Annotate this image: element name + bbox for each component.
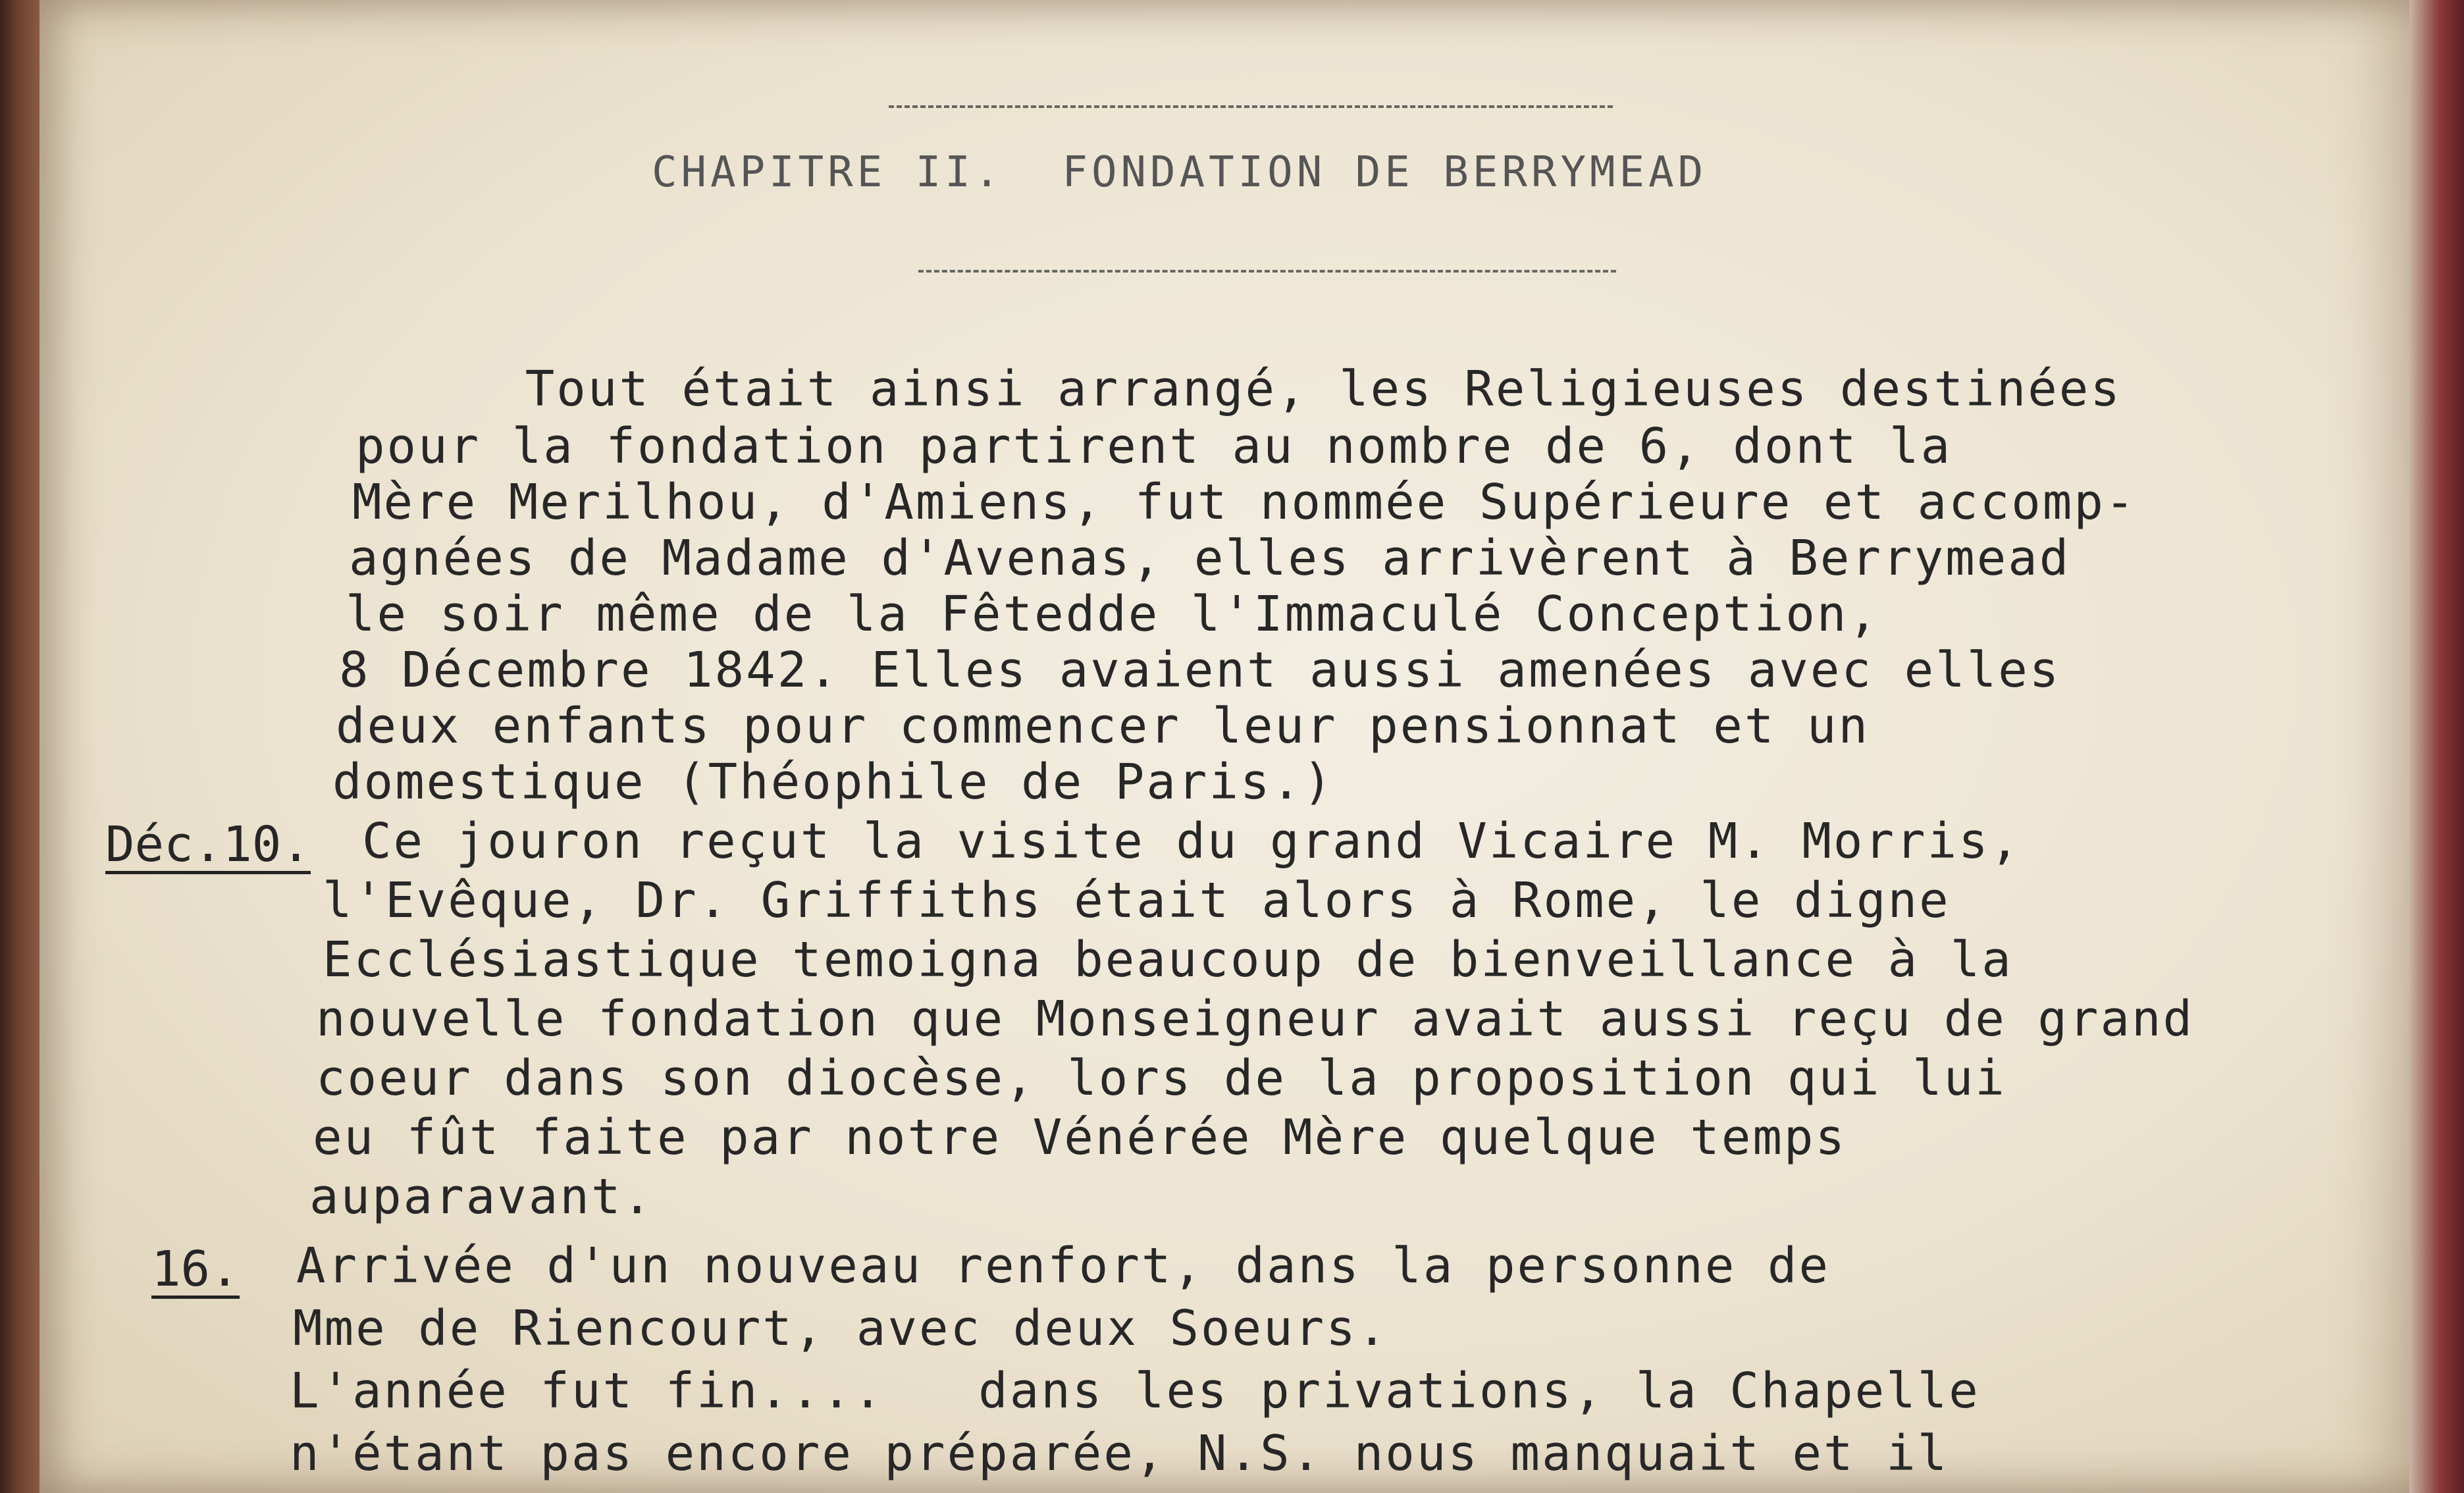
text-line: Arrivée d'un nouveau renfort, dans la personne de [296, 1238, 1831, 1294]
text-line: le soir même de la Fêtedde l'Immaculé Conception, [346, 586, 1880, 642]
text-line: Tout était ainsi arrangé, les Religieuses destinées [369, 361, 2122, 417]
text-line: auparavant. [309, 1168, 654, 1225]
heading-rule-bottom [918, 270, 1616, 273]
margin-date-dec10: Déc.10. [105, 816, 311, 873]
text-line: deux enfants pour commencer leur pensionnat et un [336, 698, 1870, 754]
margin-date-16: 16. [151, 1241, 240, 1297]
text-line: 8 Décembre 1842. Elles avaient aussi amenées avec elles [339, 642, 2061, 698]
typed-page [39, 0, 2409, 1493]
heading-rule-top [889, 105, 1613, 108]
text-line: L'année fut fin.... dans les privations, la Chapelle [290, 1363, 1980, 1419]
text-line: Mme de Riencourt, avec deux Soeurs. [293, 1300, 1389, 1357]
text-line: eu fût faite par notre Vénérée Mère quelque temps [313, 1109, 1847, 1166]
text-line: domestique (Théophile de Paris.) [332, 754, 1334, 810]
text-line: agnées de Madame d'Avenas, elles arrivèrent à Berrymead [349, 530, 2071, 587]
text-line: l'Evêque, Dr. Griffiths était alors à Rome, le digne [323, 872, 1951, 929]
text-line: Mère Merilhou, d'Amiens, fut nommée Supérieure et accomp- [352, 474, 2137, 531]
text-line: Ce jouron reçut la visite du grand Vicaire M. Morris, [362, 813, 2022, 870]
book-spine [0, 0, 39, 1493]
text-line: pour la fondation partirent au nombre de 6, dont la [355, 418, 1953, 475]
text-line: nouvelle fondation que Monseigneur avait aussi reçu de grand [316, 991, 2195, 1047]
text-line: n'étant pas encore préparée, N.S. nous manquait et il [290, 1425, 1949, 1482]
page-edge [2409, 0, 2464, 1493]
text-line: coeur dans son diocèse, lors de la proposition qui lui [316, 1050, 2006, 1107]
text-line: Ecclésiastique temoigna beaucoup de bienveillance à la [323, 931, 2013, 988]
chapter-heading: CHAPITRE II. FONDATION DE BERRYMEAD [652, 148, 1708, 197]
